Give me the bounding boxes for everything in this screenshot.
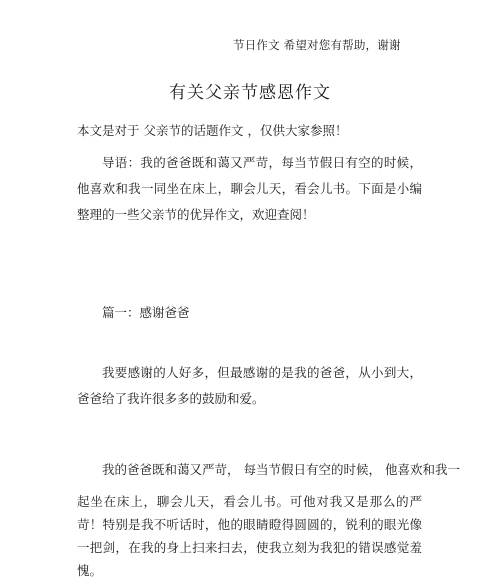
paragraph-3-body: 起坐在床上，聊会儿天，看会儿书。可他对我又是那么的严苛！特别是我不听话时，他的眼睛瞪得圆圆的，锐利的眼光像一把剑，在我的身上扫来扫去，使我立刻为我犯的错误感觉羞愧。	[77, 494, 422, 578]
document-title: 有关父亲节感恩作文	[169, 83, 331, 103]
paragraph-3-first-line: 我的爸爸既和蔼又严苛， 每当节假日有空的时候， 他喜欢和我一	[102, 462, 460, 477]
section-heading: 篇一：感谢爸爸	[102, 305, 190, 320]
lead-paragraph: 导语：我的爸爸既和蔼又严苛，每当节假日有空的时候，他喜欢和我一同坐在床上，聊会儿天，看会儿书。下面是小编整理的一些父亲节的优异作文，欢迎查阅！	[77, 155, 422, 222]
paragraph-2: 我要感谢的人好多，但最感谢的是我的爸爸，从小到大，爸爸给了我许很多多的鼓励和爱。	[77, 365, 422, 406]
header-note: 节日作文 希望对您有帮助，谢谢	[233, 38, 401, 52]
intro-line: 本文是对于 父亲节的话题作文 ，仅供大家参照！	[77, 123, 348, 138]
